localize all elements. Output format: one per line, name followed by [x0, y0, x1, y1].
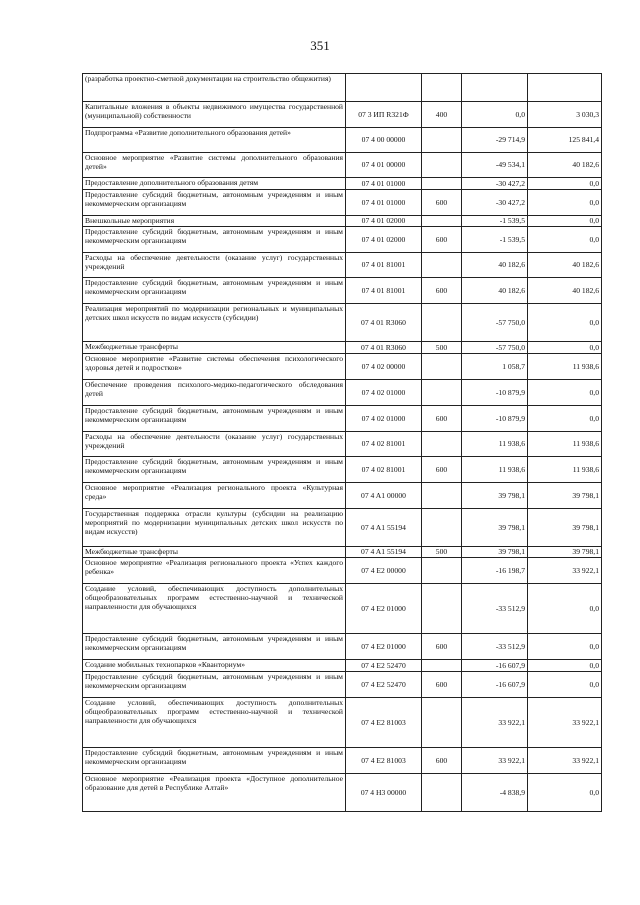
- row-amount-change-cell: -30 427,2: [462, 190, 528, 216]
- row-amount-change-cell: -57 750,0: [462, 342, 528, 354]
- row-amount-total-cell: 0,0: [528, 672, 602, 698]
- row-amount-change-cell: -10 879,9: [462, 406, 528, 432]
- row-name-cell: Внешкольные мероприятия: [83, 216, 346, 227]
- row-vr-cell: 600: [422, 634, 462, 660]
- row-csr-cell: 07 4 01 R3060: [346, 342, 422, 354]
- row-csr-cell: 07 4 02 01000: [346, 380, 422, 406]
- row-csr-cell: 07 4 02 00000: [346, 354, 422, 380]
- row-vr-cell: 600: [422, 278, 462, 304]
- row-csr-cell: 07 4 01 02000: [346, 216, 422, 227]
- row-name-cell: Предоставление дополнительного образования детям: [83, 178, 346, 190]
- row-vr-cell: [422, 128, 462, 153]
- row-csr-cell: 07 4 E2 01000: [346, 584, 422, 634]
- row-amount-change-cell: 0,0: [462, 102, 528, 128]
- row-amount-change-cell: -33 512,9: [462, 584, 528, 634]
- row-vr-cell: [422, 774, 462, 812]
- table-row: [83, 74, 602, 102]
- row-name-cell: Реализация мероприятий по модернизации региональных и муниципальных детских школ искусств по видам искусств (субсидии): [83, 304, 346, 342]
- row-name-cell: Межбюджетные трансферты: [83, 342, 346, 354]
- row-vr-cell: [422, 432, 462, 457]
- page-number: 351: [310, 38, 330, 53]
- row-amount-total-cell: 11 938,6: [528, 354, 602, 380]
- row-amount-change-cell: -10 879,9: [462, 380, 528, 406]
- row-amount-total-cell: 0,0: [528, 380, 602, 406]
- table-row: [83, 342, 602, 354]
- budget-table: [82, 73, 602, 812]
- row-vr-cell: [422, 558, 462, 584]
- row-name-cell: Предоставление субсидий бюджетным, автономным учреждениям и иным некоммерческим организациям: [83, 278, 346, 304]
- row-csr-cell: 07 4 01 R3060: [346, 304, 422, 342]
- row-amount-change-cell: 11 938,6: [462, 432, 528, 457]
- table-row: [83, 558, 602, 584]
- row-name-cell: Межбюджетные трансферты: [83, 547, 346, 558]
- row-amount-change-cell: 40 182,6: [462, 253, 528, 278]
- row-name-cell: Расходы на обеспечение деятельности (оказание услуг) государственных учреждений: [83, 253, 346, 278]
- row-csr-cell: 07 4 01 00000: [346, 153, 422, 178]
- row-amount-total-cell: 0,0: [528, 660, 602, 672]
- row-amount-total-cell: 39 798,1: [528, 483, 602, 509]
- row-vr-cell: 500: [422, 547, 462, 558]
- table-row: [83, 660, 602, 672]
- row-amount-change-cell: 33 922,1: [462, 698, 528, 748]
- row-name-cell: Основное мероприятие «Развитие системы дополнительного образования детей»: [83, 153, 346, 178]
- row-amount-total-cell: 0,0: [528, 227, 602, 253]
- row-name-cell: Основное мероприятие «Развитие системы обеспечения психологического здоровья детей и подростков»: [83, 354, 346, 380]
- row-amount-total-cell: 125 841,4: [528, 128, 602, 153]
- table-row: [83, 190, 602, 216]
- table-row: [83, 432, 602, 457]
- table-row: [83, 672, 602, 698]
- table-row: [83, 278, 602, 304]
- row-csr-cell: 07 4 01 81001: [346, 278, 422, 304]
- row-name-cell: Основное мероприятие «Реализация регионального проекта «Культурная среда»: [83, 483, 346, 509]
- row-vr-cell: 600: [422, 672, 462, 698]
- row-vr-cell: [422, 74, 462, 102]
- row-amount-total-cell: [528, 74, 602, 102]
- row-csr-cell: 07 4 02 01000: [346, 406, 422, 432]
- row-amount-total-cell: 0,0: [528, 190, 602, 216]
- row-csr-cell: 07 4 E2 52470: [346, 660, 422, 672]
- row-name-cell: Государственная поддержка отрасли культуры (субсидии на реализацию мероприятий по модернизации муниципальных детских школ искусств по видам искусств): [83, 509, 346, 547]
- row-amount-total-cell: 40 182,6: [528, 253, 602, 278]
- row-amount-change-cell: 40 182,6: [462, 278, 528, 304]
- row-vr-cell: 600: [422, 406, 462, 432]
- row-csr-cell: 07 4 A1 00000: [346, 483, 422, 509]
- row-amount-change-cell: -16 607,9: [462, 672, 528, 698]
- table-row: [83, 698, 602, 748]
- row-csr-cell: 07 4 00 00000: [346, 128, 422, 153]
- row-csr-cell: 07 4 A1 55194: [346, 547, 422, 558]
- row-vr-cell: [422, 584, 462, 634]
- table-row: [83, 509, 602, 547]
- row-amount-total-cell: 3 030,3: [528, 102, 602, 128]
- row-vr-cell: [422, 354, 462, 380]
- row-vr-cell: 500: [422, 342, 462, 354]
- row-amount-change-cell: 33 922,1: [462, 748, 528, 774]
- row-csr-cell: 07 4 02 81001: [346, 457, 422, 483]
- row-csr-cell: 07 4 01 01000: [346, 178, 422, 190]
- row-amount-change-cell: -30 427,2: [462, 178, 528, 190]
- row-vr-cell: [422, 509, 462, 547]
- row-vr-cell: [422, 380, 462, 406]
- row-amount-change-cell: -57 750,0: [462, 304, 528, 342]
- row-csr-cell: 07 4 01 01000: [346, 190, 422, 216]
- row-amount-total-cell: 0,0: [528, 774, 602, 812]
- table-row: [83, 380, 602, 406]
- row-amount-change-cell: -29 714,9: [462, 128, 528, 153]
- row-vr-cell: 600: [422, 457, 462, 483]
- row-csr-cell: 07 4 E2 52470: [346, 672, 422, 698]
- row-name-cell: Предоставление субсидий бюджетным, автономным учреждениям и иным некоммерческим организациям: [83, 634, 346, 660]
- row-amount-total-cell: 0,0: [528, 634, 602, 660]
- row-name-cell: Обеспечение проведения психолого-медико-педагогического обследования детей: [83, 380, 346, 406]
- row-amount-change-cell: 11 938,6: [462, 457, 528, 483]
- table-row: [83, 153, 602, 178]
- row-vr-cell: [422, 304, 462, 342]
- table-row: [83, 354, 602, 380]
- table-row: [83, 406, 602, 432]
- row-amount-change-cell: 39 798,1: [462, 509, 528, 547]
- table-row: [83, 102, 602, 128]
- table-row: [83, 304, 602, 342]
- table-row: [83, 547, 602, 558]
- row-csr-cell: 07 4 02 81001: [346, 432, 422, 457]
- table-row: [83, 584, 602, 634]
- row-vr-cell: [422, 660, 462, 672]
- row-amount-total-cell: 11 938,6: [528, 457, 602, 483]
- table-row: [83, 457, 602, 483]
- table-row: [83, 216, 602, 227]
- row-vr-cell: [422, 178, 462, 190]
- row-amount-change-cell: -1 539,5: [462, 227, 528, 253]
- row-amount-change-cell: -49 534,1: [462, 153, 528, 178]
- row-vr-cell: 600: [422, 748, 462, 774]
- table-row: [83, 774, 602, 812]
- row-amount-total-cell: 33 922,1: [528, 558, 602, 584]
- row-amount-change-cell: -16 198,7: [462, 558, 528, 584]
- row-amount-change-cell: -33 512,9: [462, 634, 528, 660]
- row-amount-change-cell: [462, 74, 528, 102]
- row-name-cell: Основное мероприятие «Реализация проекта «Доступное дополнительное образование для детей в Республике Алтай»: [83, 774, 346, 812]
- row-amount-total-cell: 0,0: [528, 406, 602, 432]
- row-amount-total-cell: 40 182,6: [528, 153, 602, 178]
- row-amount-total-cell: 0,0: [528, 304, 602, 342]
- row-csr-cell: 07 4 E2 00000: [346, 558, 422, 584]
- row-vr-cell: [422, 253, 462, 278]
- table-row: [83, 483, 602, 509]
- row-amount-change-cell: -16 607,9: [462, 660, 528, 672]
- row-name-cell: Предоставление субсидий бюджетным, автономным учреждениям и иным некоммерческим организациям: [83, 190, 346, 216]
- row-amount-total-cell: 11 938,6: [528, 432, 602, 457]
- row-csr-cell: [346, 74, 422, 102]
- table-row: [83, 634, 602, 660]
- row-csr-cell: 07 4 A1 55194: [346, 509, 422, 547]
- row-name-cell: Расходы на обеспечение деятельности (оказание услуг) государственных учреждений: [83, 432, 346, 457]
- table-row: [83, 227, 602, 253]
- table-row: [83, 748, 602, 774]
- row-amount-total-cell: 0,0: [528, 342, 602, 354]
- row-name-cell: Создание условий, обеспечивающих доступность дополнительных общеобразовательных программ естественно-научной и технической направленности для обучающихся: [83, 698, 346, 748]
- row-amount-total-cell: 0,0: [528, 216, 602, 227]
- row-csr-cell: 07 4 E2 01000: [346, 634, 422, 660]
- row-amount-change-cell: -1 539,5: [462, 216, 528, 227]
- row-name-cell: Предоставление субсидий бюджетным, автономным учреждениям и иным некоммерческим организациям: [83, 227, 346, 253]
- row-name-cell: Предоставление субсидий бюджетным, автономным учреждениям и иным некоммерческим организациям: [83, 672, 346, 698]
- row-vr-cell: 400: [422, 102, 462, 128]
- row-amount-change-cell: 39 798,1: [462, 547, 528, 558]
- row-csr-cell: 07 4 E2 81003: [346, 698, 422, 748]
- row-csr-cell: 07 4 Н3 00000: [346, 774, 422, 812]
- row-amount-total-cell: 0,0: [528, 178, 602, 190]
- row-csr-cell: 07 4 01 81001: [346, 253, 422, 278]
- row-amount-total-cell: 33 922,1: [528, 748, 602, 774]
- row-vr-cell: [422, 216, 462, 227]
- row-name-cell: Создание условий, обеспечивающих доступность дополнительных общеобразовательных программ естественно-научной и технической направленности для обучающихся: [83, 584, 346, 634]
- row-csr-cell: 07 4 E2 81003: [346, 748, 422, 774]
- row-amount-total-cell: 40 182,6: [528, 278, 602, 304]
- row-vr-cell: [422, 153, 462, 178]
- row-amount-total-cell: 39 798,1: [528, 547, 602, 558]
- row-csr-cell: 07 4 01 02000: [346, 227, 422, 253]
- row-vr-cell: [422, 698, 462, 748]
- row-vr-cell: 600: [422, 190, 462, 216]
- row-amount-change-cell: -4 838,9: [462, 774, 528, 812]
- row-amount-total-cell: 39 798,1: [528, 509, 602, 547]
- row-amount-total-cell: 0,0: [528, 584, 602, 634]
- row-vr-cell: 600: [422, 227, 462, 253]
- table-row: [83, 128, 602, 153]
- row-amount-total-cell: 33 922,1: [528, 698, 602, 748]
- row-name-cell: Предоставление субсидий бюджетным, автономным учреждениям и иным некоммерческим организациям: [83, 748, 346, 774]
- row-csr-cell: 07 3 ИП R321Ф: [346, 102, 422, 128]
- row-name-cell: Капитальные вложения в объекты недвижимого имущества государственной (муниципальной) собственности: [83, 102, 346, 128]
- table-row: [83, 178, 602, 190]
- row-amount-change-cell: 39 798,1: [462, 483, 528, 509]
- table-row: [83, 253, 602, 278]
- row-name-cell: Подпрограмма «Развитие дополнительного образования детей»: [83, 128, 346, 153]
- row-name-cell: Создание мобильных технопарков «Кванториум»: [83, 660, 346, 672]
- table-body: [83, 74, 602, 812]
- row-name-cell: Основное мероприятие «Реализация регионального проекта «Успех каждого ребенка»: [83, 558, 346, 584]
- row-name-cell: Предоставление субсидий бюджетным, автономным учреждениям и иным некоммерческим организациям: [83, 406, 346, 432]
- row-amount-change-cell: 1 058,7: [462, 354, 528, 380]
- row-name-cell: Предоставление субсидий бюджетным, автономным учреждениям и иным некоммерческим организациям: [83, 457, 346, 483]
- row-name-cell: (разработка проектно-сметной документации на строительство общежития): [83, 74, 346, 102]
- row-vr-cell: [422, 483, 462, 509]
